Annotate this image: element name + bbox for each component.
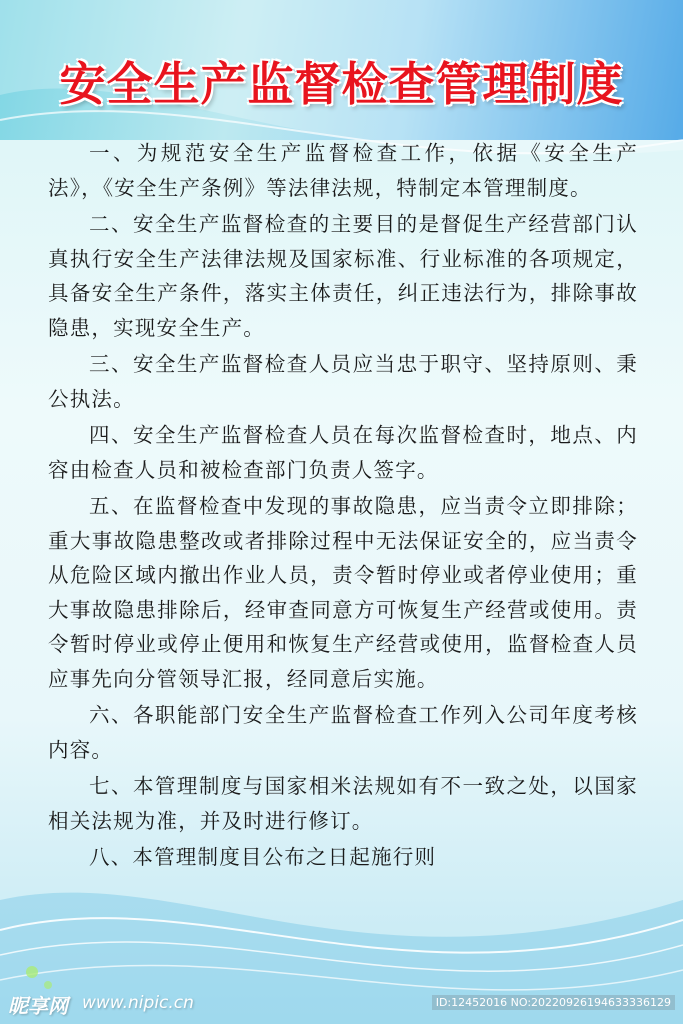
paragraph-4: 四、安全生产监督检查人员在每次监督检查时，地点、内容由检查人员和被检查部门负责人签字。 <box>48 423 638 482</box>
watermark-site-name: 昵享网 <box>8 994 68 1018</box>
page-title: 安全生产监督检查管理制度 <box>59 57 624 111</box>
watermark-id: ID:12452016 NO:20220926194633336129 <box>432 995 675 1010</box>
paragraph-7: 七、本管理制度与国家相米法规如有不一致之处，以国家相关法规为准，并及时进行修订。 <box>48 774 638 833</box>
paragraph-6: 六、各职能部门安全生产监督检查工作列入公司年度考核内容。 <box>48 703 638 762</box>
watermark-url: www.nipic.cn <box>82 993 194 1013</box>
paragraph-3: 三、安全生产监督检查人员应当忠于职守、坚持原则、秉公执法。 <box>48 352 638 411</box>
paragraph-1: 一、为规范安全生产监督检查工作，依据《安全生产法》，《安全生产条例》等法律法规，特制定本管理制度。 <box>48 141 638 200</box>
paragraph-5: 五、在监督检查中发现的事故隐患，应当责令立即排除；重大事故隐患整改或者排除过程中无法保证安全的，应当责令从危险区域内撤出作业人员，责令暂时停业或者停业使用；重大事故隐患排除后，经审查同意方可恢复生产经营或使用。责令暂时停业或停止便用和恢复生产经营或使用，监督检查人员应事先向分管领导汇报，经同意后实施。 <box>48 494 638 691</box>
paragraph-8: 八、本管理制度目公布之日起施行则 <box>89 845 437 869</box>
regulation-body <box>48 136 638 877</box>
paragraph-2: 二、安全生产监督检查的主要目的是督促生产经营部门认真执行安全生产法律法规及国家标准、行业标准的各项规定，具备安全生产条件，落实主体责任，纠正违法行为，排除事故隐患，实现安全生产。 <box>48 212 638 340</box>
sparkle-dot <box>26 966 38 978</box>
sparkle-dot <box>44 981 52 989</box>
